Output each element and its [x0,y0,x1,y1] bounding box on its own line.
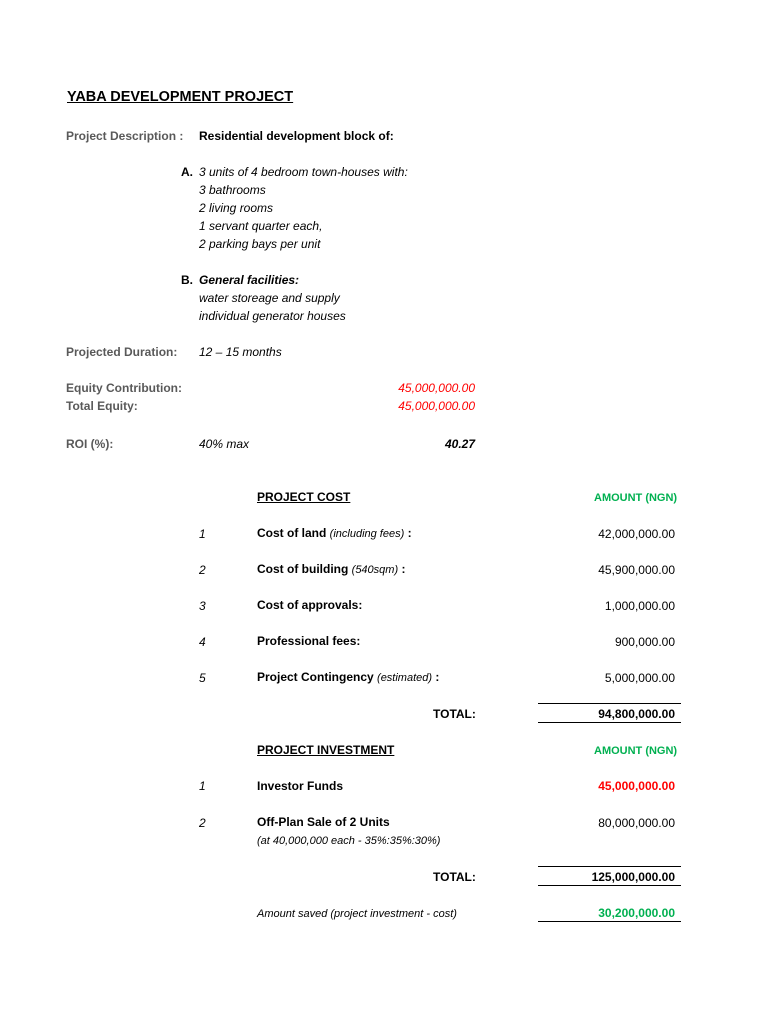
cost-total-rule [538,703,681,704]
cost-row-number: 5 [199,671,206,685]
investment-row-label: Off-Plan Sale of 2 Units [257,815,390,829]
equity-contribution-value: 45,000,000.00 [398,381,475,395]
section-b-line: individual generator houses [199,309,346,323]
roi-max: 40% max [199,437,250,451]
project-description-label: Project Description : [66,129,184,143]
roi-label: ROI (%): [66,437,114,451]
total-equity-label: Total Equity: [66,399,138,413]
section-b-line: water storeage and supply [199,291,340,305]
investment-row-amount: 80,000,000.00 [598,816,675,830]
cost-row-label: Project Contingency (estimated) : [257,670,440,684]
cost-row-label: Cost of building (540sqm) : [257,562,406,576]
section-a-line: 1 servant quarter each, [199,219,323,233]
investment-row-number: 2 [199,816,206,830]
amount-saved-underline [538,921,681,922]
investment-total-underline [538,885,681,886]
project-investment-amount-heading: AMOUNT (NGN) [594,745,678,757]
section-a-line: 2 parking bays per unit [199,237,321,251]
cost-row-amount: 5,000,000.00 [604,671,675,685]
investment-total-value: 125,000,000.00 [591,870,675,884]
cost-row-note: (including fees) [329,528,405,540]
cost-total-underline [538,722,681,723]
project-description-value: Residential development block of: [199,129,394,143]
section-a-marker: A. [181,165,193,179]
amount-saved-label: Amount saved (project investment - cost) [257,908,457,920]
cost-row-amount: 42,000,000.00 [598,527,675,541]
cost-row-number: 3 [199,599,206,613]
cost-row-note: (540sqm) [351,564,399,576]
section-b-heading: General facilities: [199,273,300,287]
cost-row-number: 1 [199,527,206,541]
investment-row-amount: 45,000,000.00 [598,779,675,793]
cost-row-number: 4 [199,635,206,649]
section-b-marker: B. [181,273,193,287]
total-equity-value: 45,000,000.00 [398,399,475,413]
project-cost-amount-heading: AMOUNT (NGN) [594,492,678,504]
cost-row-amount: 900,000.00 [614,635,675,649]
section-a-line: 2 living rooms [199,201,274,215]
investment-row-sub: (at 40,000,000 each - 35%:35%:30%) [257,835,441,847]
cost-row-amount: 1,000,000.00 [604,599,675,613]
cost-row-label: Cost of approvals: [257,598,363,612]
duration-value: 12 – 15 months [199,345,282,359]
cost-row-amount: 45,900,000.00 [598,563,675,577]
equity-contribution-label: Equity Contribution: [66,381,182,395]
page-title: YABA DEVELOPMENT PROJECT [67,89,294,105]
section-a-line: 3 units of 4 bedroom town-houses with: [199,165,408,179]
cost-row-note: (estimated) [377,672,433,684]
project-investment-heading: PROJECT INVESTMENT [257,743,395,757]
cost-row-number: 2 [199,563,206,577]
cost-row-label: Professional fees: [257,634,361,648]
cost-total-value: 94,800,000.00 [598,707,675,721]
amount-saved-value: 30,200,000.00 [598,906,675,920]
cost-total-label: TOTAL: [433,707,476,721]
investment-total-label: TOTAL: [433,870,476,884]
roi-value: 40.27 [444,437,475,451]
investment-total-rule [538,866,681,867]
project-cost-heading: PROJECT COST [257,490,351,504]
cost-row-label: Cost of land (including fees) : [257,526,412,540]
section-a-line: 3 bathrooms [199,183,266,197]
investment-row-label: Investor Funds [257,779,344,793]
duration-label: Projected Duration: [66,345,178,359]
investment-row-number: 1 [199,779,206,793]
